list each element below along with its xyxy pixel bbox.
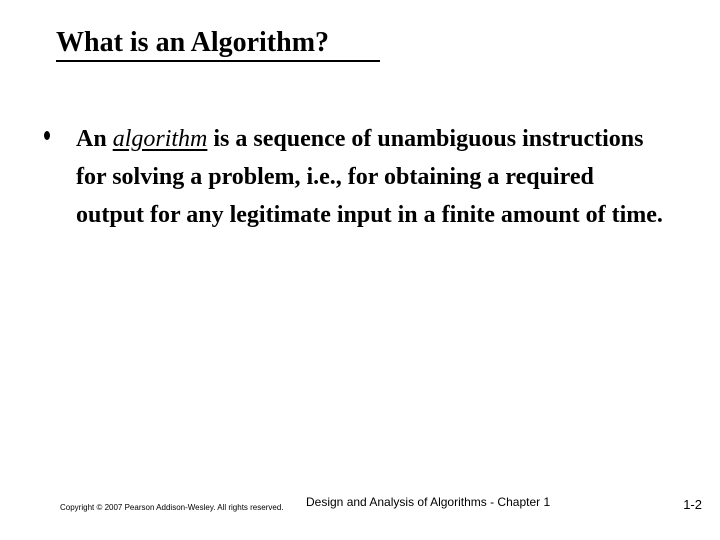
- copyright-notice: Copyright © 2007 Pearson Addison-Wesley. All rights reserved.: [60, 503, 284, 512]
- chapter-label: Design and Analysis of Algorithms - Chapter 1: [306, 495, 551, 509]
- bullet-dot-icon: [44, 131, 50, 140]
- bullet-text: [76, 120, 666, 234]
- title-underline: [56, 60, 380, 62]
- bullet-intro: An: [76, 126, 113, 152]
- slide-title: What is an Algorithm?: [56, 27, 330, 58]
- bullet-definition: is a sequence of unambiguous instructions for solving a problem, i.e., for obtaining a required output for any legitimate input in a finite amount of time.: [76, 126, 663, 228]
- page-number: 1-2: [683, 497, 702, 512]
- algorithm-term: algorithm: [112, 126, 208, 152]
